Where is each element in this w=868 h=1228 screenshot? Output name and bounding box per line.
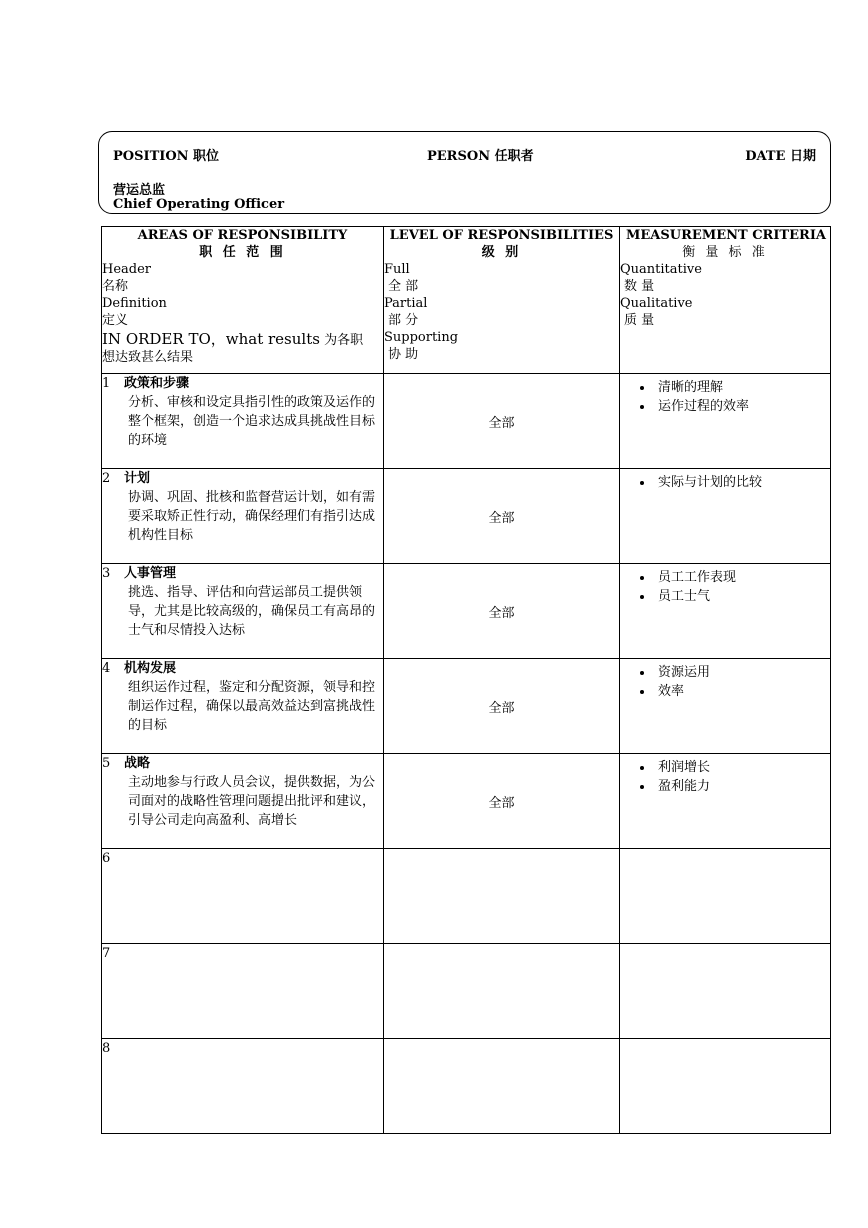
criteria-cell xyxy=(620,374,831,469)
criteria-cell xyxy=(620,469,831,564)
date-label: DATE 日期 xyxy=(745,149,816,164)
area-description: 主动地参与行政人员会议，提供数据，为公司面对的战略性管理问题提出批评和建议，引导公司走向高盈利、高增长 xyxy=(128,775,376,828)
table-row xyxy=(102,659,831,754)
criteria-cell xyxy=(620,849,831,944)
criteria-item: • 利润增长 xyxy=(654,758,830,777)
level-title: LEVEL OF RESPONSIBILITIES xyxy=(389,228,614,243)
criteria-list xyxy=(620,758,830,796)
area-cell xyxy=(102,849,384,944)
level-line: Partial xyxy=(384,296,428,311)
in-order-to-line xyxy=(102,331,383,349)
area-title: 人事管理 xyxy=(124,566,177,581)
criteria-cell xyxy=(620,754,831,849)
criteria-list xyxy=(620,568,830,606)
measure-line: Qualitative xyxy=(620,296,693,311)
level-subtitle: 级 别 xyxy=(481,245,522,260)
table-row xyxy=(102,374,831,469)
row-number: 6 xyxy=(102,851,111,866)
areas-line: 定义 xyxy=(102,313,129,328)
area-cell xyxy=(102,469,384,564)
areas-title: AREAS OF RESPONSIBILITY xyxy=(137,228,348,243)
row-number: 3 xyxy=(102,566,111,581)
criteria-item: • 盈利能力 xyxy=(654,777,830,796)
area-cell xyxy=(102,1039,384,1134)
position-label: POSITION 职位 xyxy=(113,149,220,164)
area-description: 协调、巩固、批核和监督营运计划，如有需要采取矫正性行动，确保经理们有指引达成机构性目标 xyxy=(128,490,376,543)
level-header-cell xyxy=(384,227,620,374)
table-row xyxy=(102,469,831,564)
measure-line: 质 量 xyxy=(624,313,655,328)
row-number: 4 xyxy=(102,661,111,676)
area-title: 战略 xyxy=(124,756,151,771)
level-cell xyxy=(384,944,620,1039)
level-line: 全 部 xyxy=(388,279,419,294)
row-number: 8 xyxy=(102,1041,111,1056)
criteria-item: • 资源运用 xyxy=(654,663,830,682)
row-number: 1 xyxy=(102,376,111,391)
areas-subtitle: 职 任 范 围 xyxy=(199,245,286,260)
in-order-to-cn: 为各职 xyxy=(324,333,364,348)
areas-header-cell xyxy=(102,227,384,374)
area-title: 计划 xyxy=(124,471,151,486)
criteria-cell xyxy=(620,1039,831,1134)
criteria-item: • 实际与计划的比较 xyxy=(654,473,830,492)
area-cell xyxy=(102,944,384,1039)
area-cell xyxy=(102,564,384,659)
table-header-row xyxy=(102,227,831,374)
criteria-item: • 清晰的理解 xyxy=(654,378,830,397)
criteria-cell xyxy=(620,564,831,659)
row-number: 7 xyxy=(102,946,111,961)
area-title: 政策和步骤 xyxy=(124,376,190,391)
area-cell xyxy=(102,659,384,754)
measure-line: 数 量 xyxy=(624,279,655,294)
level-cell: 全部 xyxy=(384,469,620,564)
table-row xyxy=(102,1039,831,1134)
areas-line: 名称 xyxy=(102,279,129,294)
criteria-item: • 效率 xyxy=(654,682,830,701)
position-header-box xyxy=(98,131,831,214)
level-cell: 全部 xyxy=(384,754,620,849)
table-row xyxy=(102,754,831,849)
level-line: Full xyxy=(384,262,410,277)
area-cell xyxy=(102,754,384,849)
area-description: 分析、审核和设定具指引性的政策及运作的整个框架，创造一个追求达成具挑战性目标的环境 xyxy=(128,395,376,448)
area-description: 组织运作过程，鉴定和分配资源，领导和控制运作过程，确保以最高效益达到富挑战性的目标 xyxy=(128,680,376,733)
criteria-list xyxy=(620,473,830,492)
area-description: 挑选、指导、评估和向营运部员工提供领导，尤其是比较高级的，确保员工有高昂的士气和尽情投入达标 xyxy=(128,585,376,638)
criteria-list xyxy=(620,663,830,701)
areas-line: Definition xyxy=(102,296,167,311)
level-cell: 全部 xyxy=(384,374,620,469)
criteria-item: • 运作过程的效率 xyxy=(654,397,830,416)
level-cell: 全部 xyxy=(384,564,620,659)
level-cell: 全部 xyxy=(384,659,620,754)
criteria-item: • 员工士气 xyxy=(654,587,830,606)
position-title-en: Chief Operating Officer xyxy=(113,197,285,212)
criteria-item: • 员工工作表现 xyxy=(654,568,830,587)
measure-line: Quantitative xyxy=(620,262,702,277)
criteria-cell xyxy=(620,659,831,754)
criteria-cell xyxy=(620,944,831,1039)
level-cell xyxy=(384,1039,620,1134)
in-order-to-cn2: 想达致甚么结果 xyxy=(102,350,194,365)
areas-line: Header xyxy=(102,262,152,277)
row-number: 2 xyxy=(102,471,111,486)
level-line: 部 分 xyxy=(388,313,419,328)
measure-header-cell xyxy=(620,227,831,374)
table-row xyxy=(102,564,831,659)
level-line: 协 助 xyxy=(388,347,419,362)
row-number: 5 xyxy=(102,756,111,771)
table-row xyxy=(102,849,831,944)
criteria-list xyxy=(620,378,830,416)
area-cell xyxy=(102,374,384,469)
area-title: 机构发展 xyxy=(124,661,177,676)
measure-subtitle: 衡 量 标 准 xyxy=(682,245,768,260)
person-label: PERSON 任职者 xyxy=(427,149,534,164)
responsibility-table xyxy=(101,226,831,1134)
table-row xyxy=(102,944,831,1039)
level-cell xyxy=(384,849,620,944)
level-line: Supporting xyxy=(384,330,459,345)
position-title-cn: 营运总监 xyxy=(113,183,166,198)
measure-title: MEASUREMENT CRITERIA xyxy=(626,228,826,243)
in-order-to-text: IN ORDER TO，what results xyxy=(102,330,320,348)
